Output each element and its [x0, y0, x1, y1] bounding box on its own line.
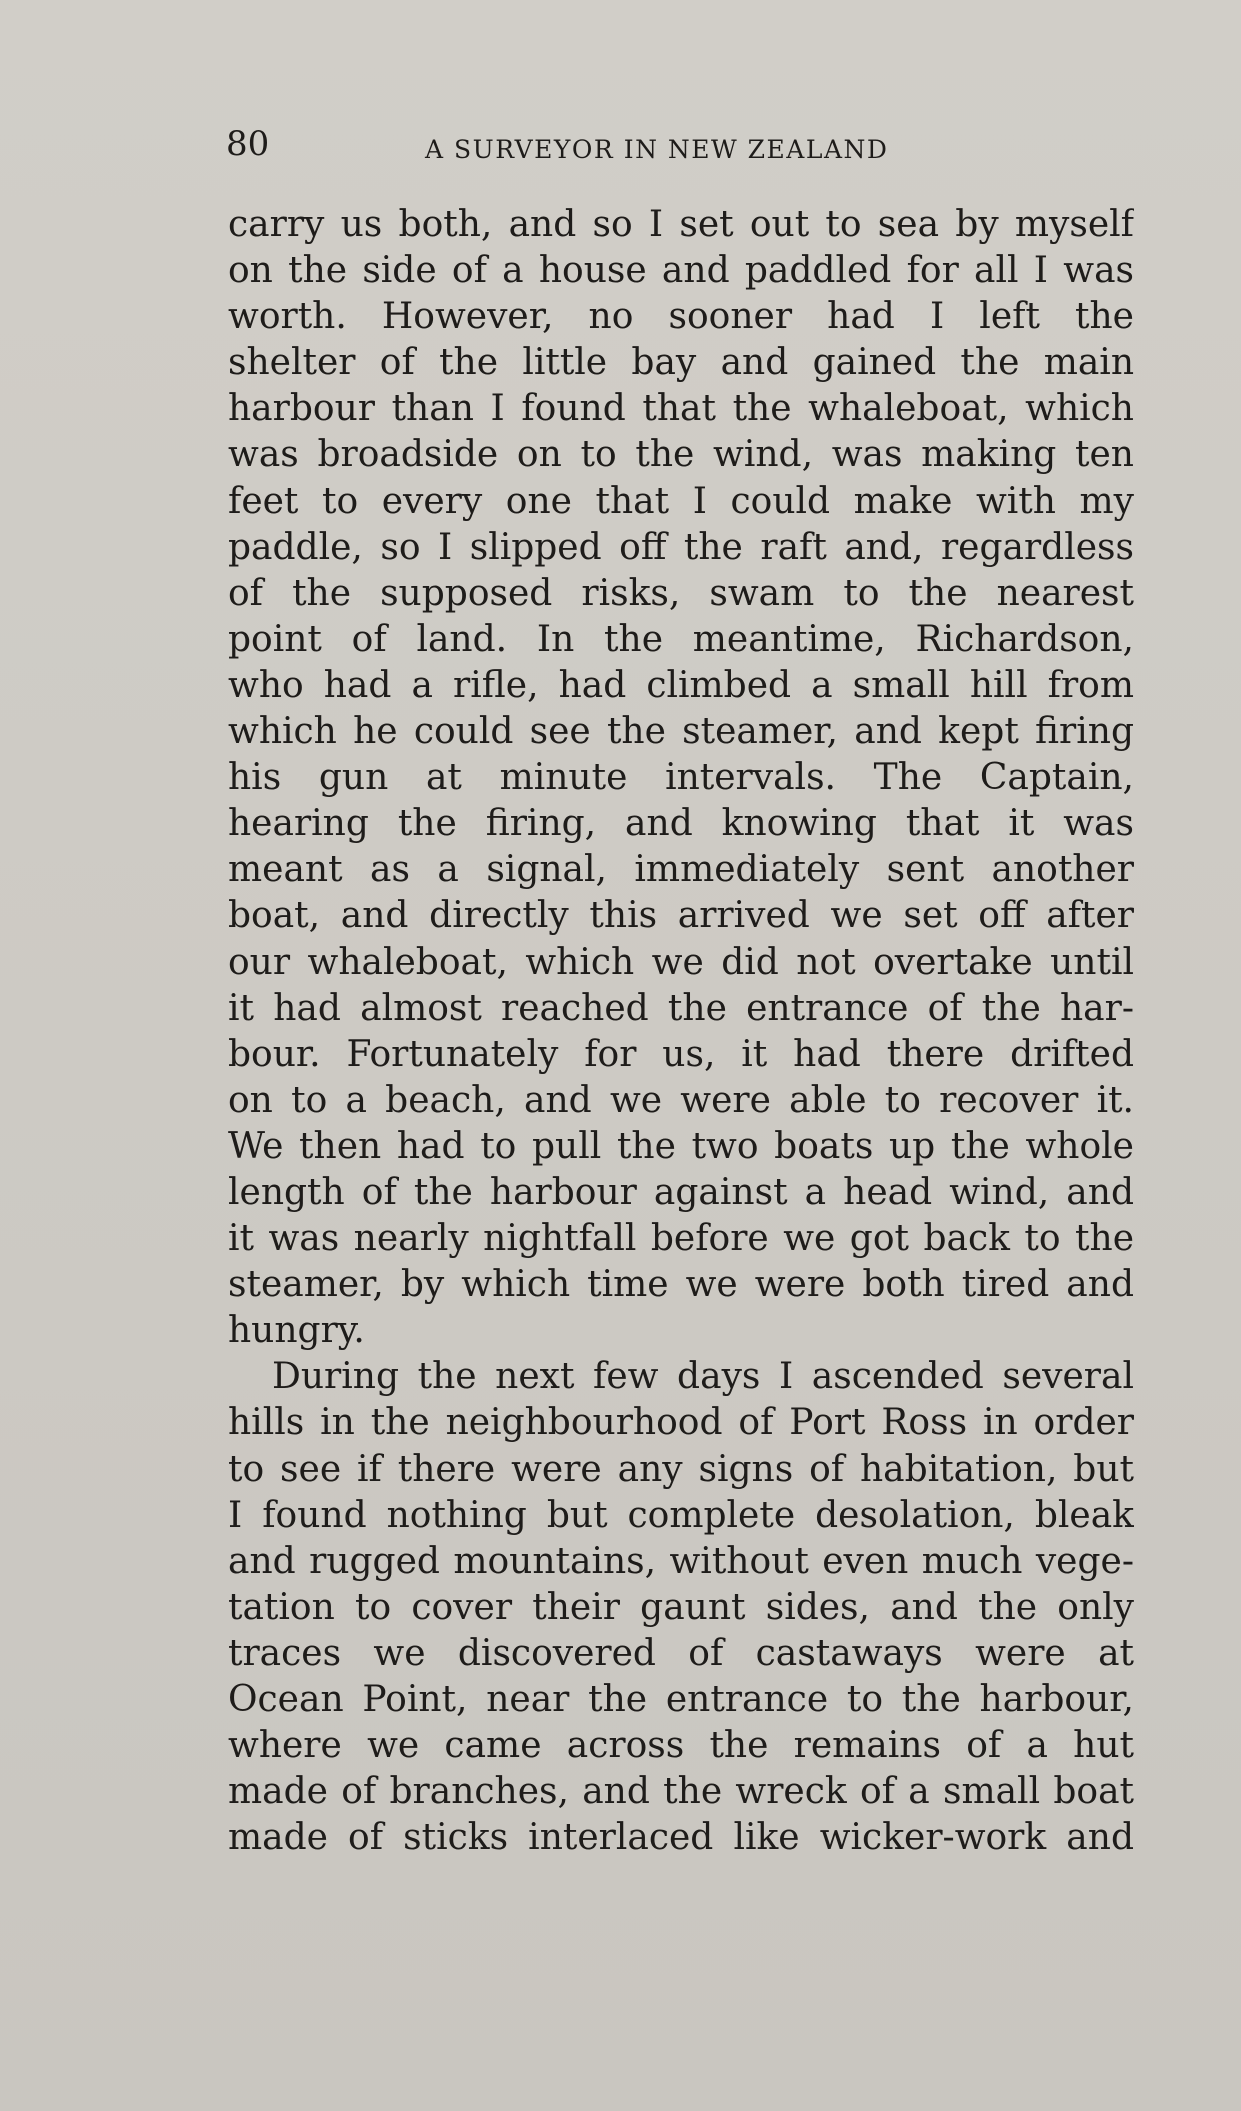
text-line: boat, and directly this arrived we set off after	[228, 895, 1134, 937]
text-line: During the next few days I ascended several	[272, 1356, 1134, 1398]
text-line: made of sticks interlaced like wicker-work and	[228, 1817, 1134, 1859]
text-line: hills in the neighbourhood of Port Ross in order	[228, 1402, 1134, 1444]
text-line: where we came across the remains of a hut	[228, 1725, 1134, 1767]
text-line: feet to every one that I could make with my	[228, 480, 1134, 522]
text-line: worth. However, no sooner had I left the	[228, 296, 1134, 338]
text-line: meant as a signal, immediately sent another	[228, 849, 1134, 891]
text-line: to see if there were any signs of habitation, but	[228, 1448, 1134, 1490]
text-line: hungry.	[228, 1310, 365, 1352]
text-line: I found nothing but complete desolation, bleak	[228, 1494, 1134, 1536]
text-line: of the supposed risks, swam to the nearest	[228, 572, 1134, 614]
text-line: carry us both, and so I set out to sea by myself	[228, 204, 1134, 245]
running-head: A SURVEYOR IN NEW ZEALAND	[425, 135, 889, 164]
text-line: on to a beach, and we were able to recover it.	[228, 1079, 1134, 1121]
text-line: length of the harbour against a head wind, and	[228, 1171, 1134, 1213]
text-line: his gun at minute intervals. The Captain,	[228, 757, 1134, 799]
text-line: We then had to pull the two boats up the whole	[228, 1125, 1134, 1167]
text-line: bour. Fortunately for us, it had there drifted	[228, 1033, 1134, 1075]
text-line: made of branches, and the wreck of a small boat	[228, 1771, 1134, 1813]
text-line: who had a rifle, had climbed a small hill from	[228, 664, 1134, 706]
text-line: it had almost reached the entrance of the har-	[228, 987, 1134, 1029]
text-line: point of land. In the meantime, Richardson,	[228, 618, 1134, 660]
text-line: paddle, so I slipped off the raft and, regardless	[228, 526, 1134, 568]
text-line: steamer, by which time we were both tired and	[228, 1264, 1134, 1306]
page-number: 80	[226, 124, 270, 164]
text-line: tation to cover their gaunt sides, and the only	[228, 1586, 1134, 1628]
text-line: which he could see the steamer, and kept firing	[228, 711, 1134, 753]
paragraph-2	[228, 1354, 1134, 1861]
body-text	[228, 202, 1134, 1861]
text-line: our whaleboat, which we did not overtake until	[228, 941, 1134, 983]
text-line: shelter of the little bay and gained the main	[228, 342, 1134, 384]
text-line: and rugged mountains, without even much vege-	[228, 1540, 1134, 1582]
text-line: it was nearly nightfall before we got back to the	[228, 1218, 1134, 1260]
text-line: was broadside on to the wind, was making ten	[228, 434, 1134, 476]
text-line: traces we discovered of castaways were at	[228, 1632, 1134, 1674]
text-line: on the side of a house and paddled for all I was	[228, 250, 1134, 292]
text-line: harbour than I found that the whaleboat, which	[228, 388, 1134, 430]
text-line: Ocean Point, near the entrance to the harbour,	[228, 1679, 1134, 1720]
text-line: hearing the firing, and knowing that it was	[228, 803, 1134, 845]
paragraph-1	[228, 202, 1134, 1354]
